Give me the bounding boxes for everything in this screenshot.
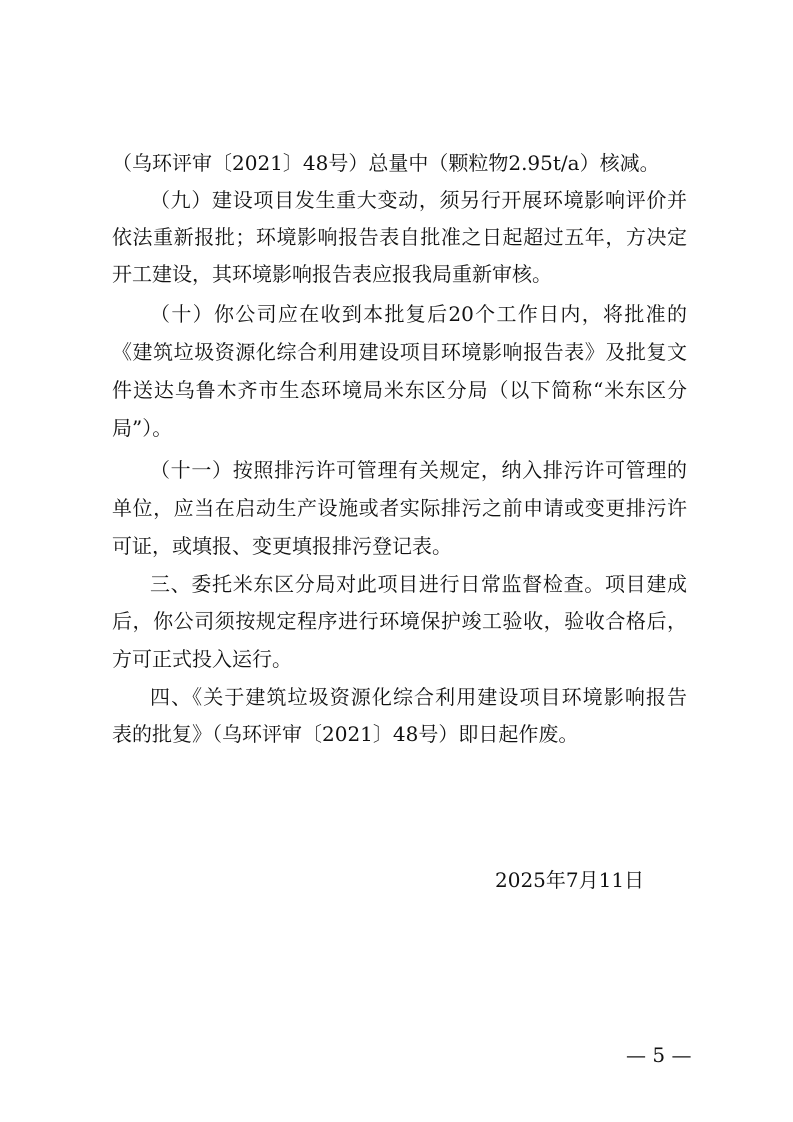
body-line: （九）建设项目发生重大变动，须另行开展环境影响评价并	[150, 188, 687, 212]
body-line: 可证，或填报、变更填报排污登记表。	[112, 534, 452, 558]
body-line: 依法重新报批；环境影响报告表自批准之日起超过五年，方决定	[112, 225, 687, 249]
body-line: 方可正式投入运行。	[112, 647, 292, 671]
body-line: 三、委托米东区分局对此项目进行日常监督检查。项目建成	[150, 572, 687, 596]
body-line: （乌环评审〔2021〕48号）总量中（颗粒物2.95t/a）核减。	[112, 151, 660, 175]
body-line: 局”）。	[112, 416, 173, 440]
body-line: 《建筑垃圾资源化综合利用建设项目环境影响报告表》及批复文	[112, 340, 687, 364]
page-number: — 5 —	[626, 1043, 692, 1067]
body-line: 开工建设，其环境影响报告表应报我局重新审核。	[112, 262, 552, 286]
document-date: 2025年7月11日	[495, 868, 645, 892]
body-line: 表的批复》（乌环评审〔2021〕48号）即日起作废。	[112, 722, 579, 746]
body-line: 四、《关于建筑垃圾资源化综合利用建设项目环境影响报告	[150, 685, 687, 709]
body-line: （十一）按照排污许可管理有关规定，纳入排污许可管理的	[150, 458, 687, 482]
body-line: 后，你公司须按规定程序进行环境保护竣工验收，验收合格后，	[112, 609, 687, 633]
body-line: 单位，应当在启动生产设施或者实际排污之前申请或变更排污许	[112, 496, 687, 520]
body-line: 件送达乌鲁木齐市生态环境局米东区分局（以下简称“米东区分	[112, 378, 687, 402]
body-line: （十）你公司应在收到本批复后20个工作日内，将批准的	[150, 302, 687, 326]
